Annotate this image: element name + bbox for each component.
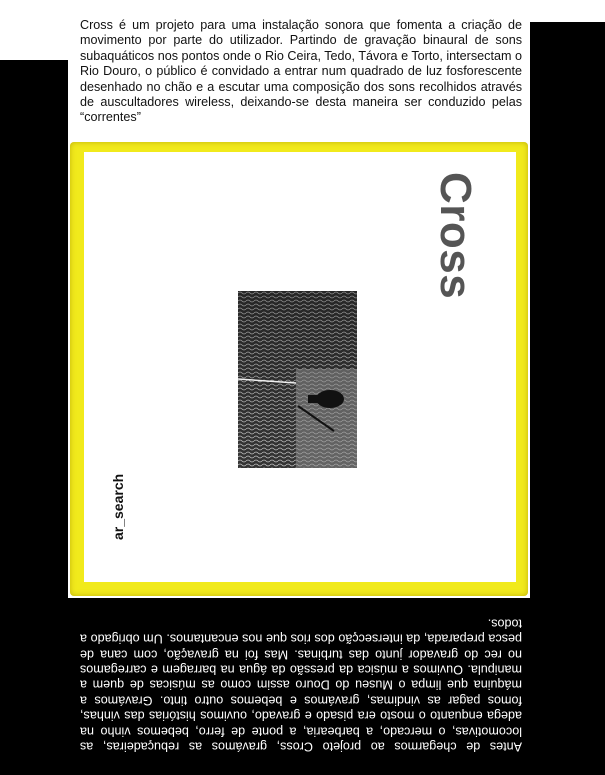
intro-paragraph: Cross é um projeto para uma instalação sonora que fomenta a criação de movimento por parte do utilizador. Partindo de gravação binaural de sons subaquáticos nos pontos onde o Rio Ceira, Tedo, Távora e Torto, intersectam o Rio Douro, o público é convidado a entrar num quadrado de luz fosforescente desenhado no chão e a escutar uma composição dos sons recolhidos através de auscultadores wireless, deixando-se desta maneira ser conduzido pelas “correntes” bbox=[80, 18, 522, 125]
river-photo bbox=[238, 291, 357, 468]
poster-credit: ar_search bbox=[110, 473, 126, 540]
outro-paragraph-upside-down: Antes de chegarmos ao projeto Cross, gravámos as rebuçadeiras, as locomotivas, o mercado, a barbearia, a ponte de ferro, bebemos vinho na adega enquanto o mosto era pisado e gravado, ouvimos histórias das vinhas, fomos pagar as vindimas, gravámos e bebemos outro tinto. Gravámos a máquina que limpa o Museu do Douro assim como as músicas de quem a manipula. Ouvimos a música da pressão da água na barragem e carregamos no rec do gravador junto das turbinas. Mas foi na gravação, com cana de pesca preparada, da intersecção dos rios que nos encantamos. Um obrigado a todos. bbox=[80, 616, 522, 754]
poster-title: Cross bbox=[431, 172, 480, 300]
river-photo-image bbox=[238, 291, 357, 468]
